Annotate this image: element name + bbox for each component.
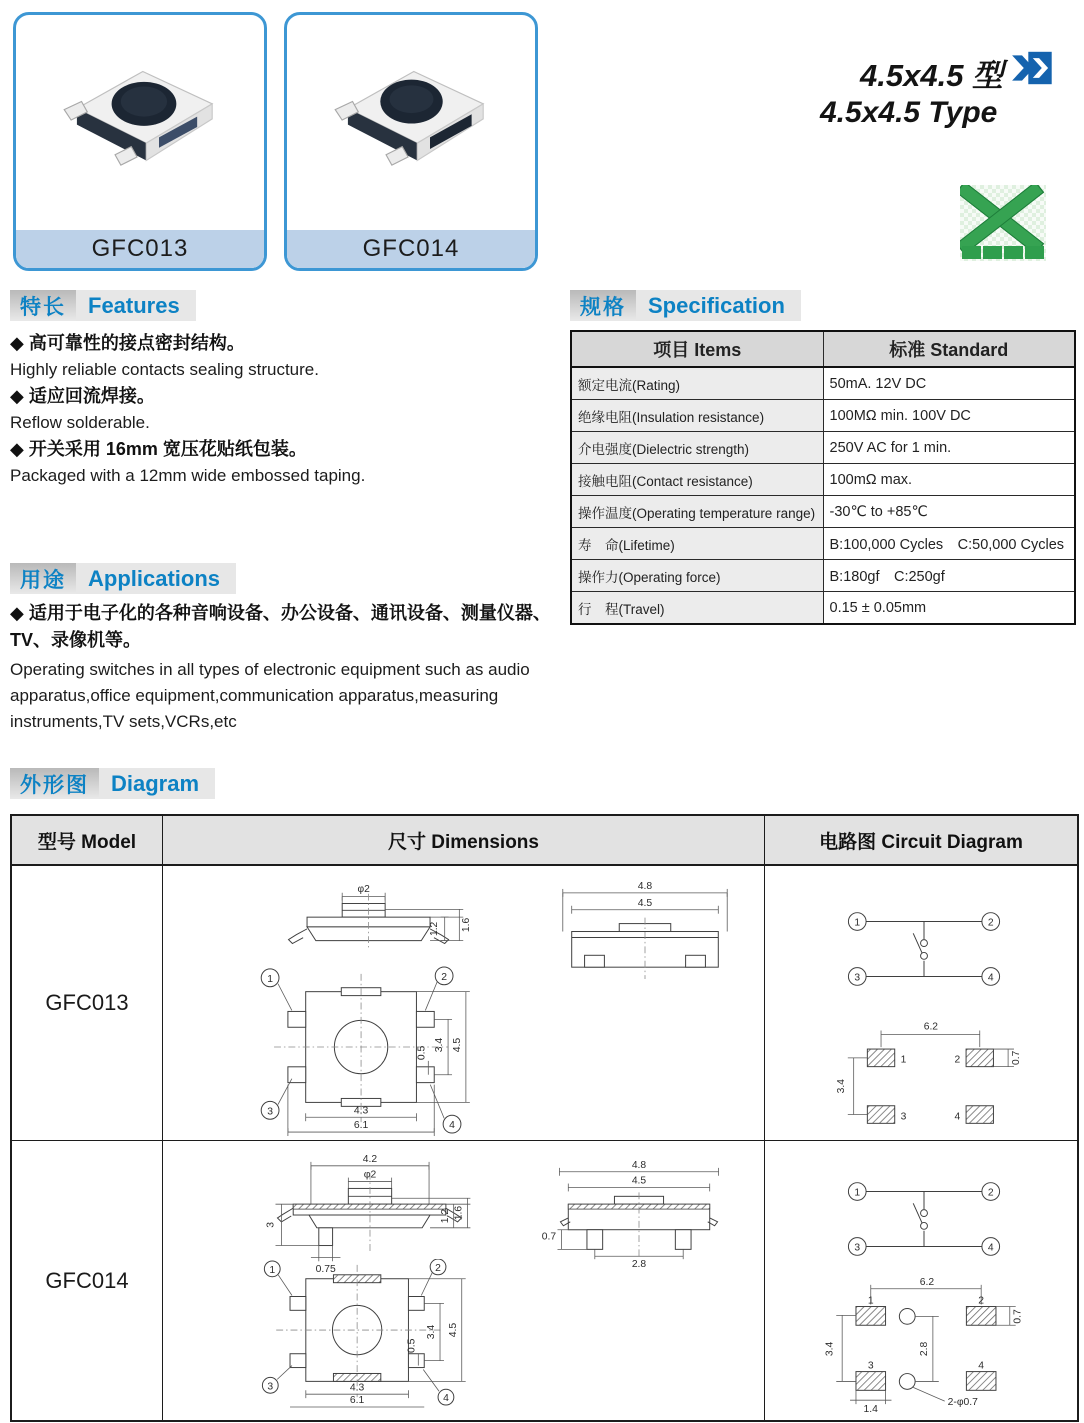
gfc013-circuit-diagram [840, 896, 1008, 1002]
product-card-gfc014 [284, 12, 538, 271]
spec-row [571, 496, 1075, 528]
dim-label: 0.5 [416, 1045, 428, 1061]
dim-label: 3 [265, 1221, 277, 1228]
spec-item: 寿 命(Lifetime) [571, 528, 823, 560]
dim-label: 3.4 [434, 1037, 446, 1053]
pad-number: 3 [900, 1111, 907, 1123]
circuit-cell-gfc014 [765, 1141, 1077, 1420]
spec-std: 100MΩ min. 100V DC [823, 400, 1075, 432]
model-cell-gfc013: GFC013 [12, 866, 163, 1141]
spec-row [571, 464, 1075, 496]
product-photo-gfc014 [287, 21, 535, 226]
features-section-header [10, 290, 196, 321]
dim-label: 6.1 [349, 1395, 365, 1407]
pin-number: 3 [854, 972, 861, 984]
pin-number: 1 [854, 917, 861, 929]
dim-label: 0.75 [315, 1264, 336, 1276]
dim-label: 1.6 [453, 1205, 465, 1221]
gfc014-side-view [535, 1159, 743, 1269]
pad-number: 2 [954, 1054, 961, 1066]
pin-number: 3 [267, 1106, 273, 1118]
dim-label: 4.5 [447, 1322, 459, 1338]
type-title-cn: 4.5x4.5 型 [860, 58, 1004, 93]
dim-label: 4.5 [637, 897, 653, 909]
feature-item-cn: ◆ 高可靠性的接点密封结构。 [10, 333, 245, 353]
specification-section-header [570, 290, 801, 321]
dim-label: 4.5 [451, 1037, 463, 1053]
spec-row [571, 528, 1075, 560]
product-label: GFC014 [287, 230, 535, 268]
spec-item: 介电强度(Dielectric strength) [571, 432, 823, 464]
pad-number: 4 [954, 1111, 961, 1123]
circuit-cell-gfc013 [765, 866, 1077, 1141]
gfc014-land-pattern [820, 1273, 1028, 1413]
applications-text-en: Operating switches in all types of electronic equipment such as audio apparatus,office equipment,communication apparatus,measuring instruments,TV sets,VCRs,etc [10, 660, 530, 731]
gfc013-front-view [268, 882, 473, 965]
product-label: GFC013 [16, 230, 264, 268]
pad-number: 4 [978, 1360, 985, 1372]
spec-row [571, 560, 1075, 592]
diagram-section-header [10, 768, 215, 799]
dim-label: 4.3 [349, 1382, 365, 1394]
dim-label: 4.8 [637, 880, 653, 892]
switch-photo-illustration [48, 36, 233, 211]
pin-number: 2 [435, 1262, 441, 1274]
pin-number: 4 [443, 1393, 449, 1405]
spec-std: B:100,000 Cycles C:50,000 Cycles [823, 528, 1075, 560]
applications-text [10, 600, 555, 735]
pin-number: 2 [987, 917, 994, 929]
spec-std: 100mΩ max. [823, 464, 1075, 496]
dim-label: 3.4 [426, 1324, 438, 1340]
feature-item-cn: ◆ 开关采用 16mm 宽压花贴纸包装。 [10, 439, 307, 459]
brand-logo [960, 185, 1046, 261]
dim-label: 0.7 [1012, 1309, 1024, 1324]
pin-number: 1 [269, 1264, 276, 1276]
dim-label: 2.8 [918, 1341, 930, 1357]
pin-number: 4 [987, 972, 994, 984]
feature-item-en: Reflow solderable. [10, 413, 150, 432]
spec-row [571, 592, 1075, 625]
diagram-title-cn: 外形图 [10, 768, 99, 799]
pin-number: 2 [441, 971, 448, 983]
logo-text-strip [960, 246, 1046, 259]
spec-row [571, 400, 1075, 432]
switch-photo-illustration [319, 36, 504, 211]
pin-number: 1 [854, 1187, 861, 1199]
dim-label: 0.5 [406, 1338, 418, 1354]
dim-label: 4.2 [362, 1153, 378, 1165]
feature-item-en: Packaged with a 12mm wide embossed taping. [10, 466, 366, 485]
spec-std: 50mA. 12V DC [823, 367, 1075, 400]
diagram-header-model: 型号 Model [12, 816, 163, 866]
pad-number: 1 [900, 1054, 907, 1066]
model-cell-gfc014: GFC014 [12, 1141, 163, 1420]
dim-label: 4.5 [631, 1175, 647, 1187]
dim-label: 1.2 [428, 921, 440, 936]
applications-title-en: Applications [76, 563, 236, 594]
spec-header-items: 项目 Items [571, 331, 823, 367]
spec-std: B:180gf C:250gf [823, 560, 1075, 592]
spec-item: 行 程(Travel) [571, 592, 823, 625]
feature-item-cn: ◆ 适应回流焊接。 [10, 386, 155, 406]
spec-std: -30℃ to +85℃ [823, 496, 1075, 528]
dim-label: 4.3 [353, 1105, 369, 1117]
dimensions-cell-gfc014 [163, 1141, 765, 1420]
spec-std: 250V AC for 1 min. [823, 432, 1075, 464]
feature-item-en: Highly reliable contacts sealing structure. [10, 360, 319, 379]
pin-number: 4 [449, 1120, 455, 1132]
features-title-cn: 特长 [10, 290, 76, 321]
pin-number: 3 [267, 1381, 274, 1393]
dim-label: φ2 [363, 1169, 377, 1181]
spec-row [571, 432, 1075, 464]
diagram-title-en: Diagram [99, 768, 215, 799]
dim-label: 6.2 [923, 1021, 939, 1033]
pin-number: 3 [854, 1242, 861, 1254]
gfc013-top-view [248, 962, 486, 1138]
spec-item: 绝缘电阻(Insulation resistance) [571, 400, 823, 432]
spec-item: 操作温度(Operating temperature range) [571, 496, 823, 528]
dim-label: 6.2 [919, 1276, 935, 1288]
dim-label: 3.4 [835, 1079, 847, 1094]
dim-label: φ2 [357, 883, 370, 895]
diagram-header-circuit: 电路图 Circuit Diagram [765, 816, 1077, 866]
pin-number: 4 [987, 1242, 994, 1254]
dim-label: 1.4 [863, 1404, 878, 1413]
spec-item: 接触电阻(Contact resistance) [571, 464, 823, 496]
dim-label: 2.8 [631, 1259, 647, 1269]
features-title-en: Features [76, 290, 196, 321]
spec-row [571, 367, 1075, 400]
pad-number: 1 [867, 1295, 874, 1307]
pad-number: 2 [978, 1295, 985, 1307]
gfc013-land-pattern [827, 1008, 1025, 1138]
gfc013-side-view [541, 880, 749, 987]
diagram-table [10, 814, 1079, 1422]
gfc014-circuit-diagram [840, 1166, 1008, 1272]
spec-header-row [571, 331, 1075, 367]
dim-label: 3.4 [824, 1341, 836, 1357]
pad-number: 3 [867, 1360, 874, 1372]
spec-std: 0.15 ± 0.05mm [823, 592, 1075, 625]
double-chevron-arrow-icon [1010, 50, 1052, 91]
spec-header-standard: 标准 Standard [823, 331, 1075, 367]
product-photo-gfc013 [16, 21, 264, 226]
type-title-en: 4.5x4.5 Type [820, 96, 998, 129]
features-list [10, 330, 555, 489]
pin-number: 1 [267, 973, 273, 985]
gfc014-top-view [248, 1259, 486, 1409]
applications-section-header [10, 563, 236, 594]
dim-label: 6.1 [353, 1120, 369, 1132]
product-card-gfc013 [13, 12, 267, 271]
diagram-header-dimensions: 尺寸 Dimensions [163, 816, 765, 866]
dim-label: 1.6 [461, 917, 473, 933]
dim-label: 4.8 [631, 1159, 647, 1171]
applications-text-cn: ◆ 适用于电子化的各种音响设备、办公设备、通讯设备、测量仪器、TV、录像机等。 [10, 603, 551, 650]
applications-title-cn: 用途 [10, 563, 76, 594]
specification-table [570, 330, 1076, 625]
spec-item: 操作力(Operating force) [571, 560, 823, 592]
dim-label: 2-φ0.7 [947, 1397, 978, 1409]
specification-title-cn: 规格 [570, 290, 636, 321]
dim-label: 0.7 [1010, 1050, 1022, 1065]
dimensions-cell-gfc013 [163, 866, 765, 1141]
specification-title-en: Specification [636, 290, 801, 321]
pin-number: 2 [987, 1187, 994, 1199]
dim-label: 0.7 [541, 1231, 557, 1243]
spec-item: 额定电流(Rating) [571, 367, 823, 400]
dim-label: 1.2 [439, 1208, 451, 1224]
